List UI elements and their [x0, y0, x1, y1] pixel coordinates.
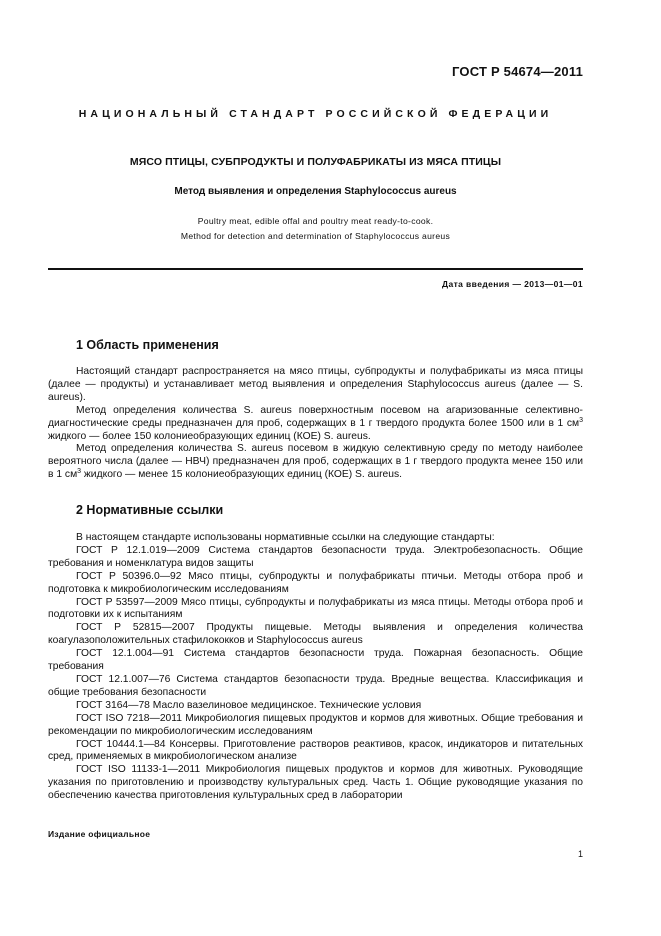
page-number: 1 [577, 849, 583, 859]
document-number: ГОСТ Р 54674—2011 [452, 64, 583, 79]
introduction-date: Дата введения — 2013—01—01 [442, 279, 583, 289]
english-title [48, 214, 583, 243]
national-standard-banner: НАЦИОНАЛЬНЫЙ СТАНДАРТ РОССИЙСКОЙ ФЕДЕРАЦИИ [78, 108, 553, 120]
normative-reference: ГОСТ 10444.1—84 Консервы. Приготовление растворов реактивов, красок, индикаторов и питательных сред, применяемых в микробиологическом анализе [48, 738, 583, 763]
section-1-heading: 1 Область применения [76, 338, 219, 352]
section-1-paragraph-3 [48, 443, 583, 482]
normative-reference: ГОСТ 3164—78 Масло вазелиновое медицинское. Технические условия [76, 699, 422, 711]
english-title-line-1: Poultry meat, edible offal and poultry meat ready-to-cook. [197, 216, 434, 226]
section-1-paragraph-2 [48, 405, 583, 444]
section-1-paragraph-2-tail: жидкого — более 150 колониеобразующих единиц (КОЕ) S. aureus. [48, 430, 371, 442]
section-1-paragraph-2-text: Метод определения количества S. aureus поверхностным посевом на агаризованные селективно-диагностические среды предназначен для проб, содержащих в 1 г твердого продукта более 1500 или в 1 см [48, 404, 583, 429]
english-title-line-2: Method for detection and determination of Staphylococcus aureus [180, 230, 451, 241]
section-1-body [48, 366, 583, 482]
document-title: МЯСО ПТИЦЫ, СУБПРОДУКТЫ И ПОЛУФАБРИКАТЫ ИЗ МЯСА ПТИЦЫ [129, 156, 502, 168]
section-1-paragraph-1: Настоящий стандарт распространяется на мясо птицы, субпродукты и полуфабрикаты из мяса птицы (далее — продукты) и устанавливает метод выявления и определения Staphylococcus aureus (далее — S. aureus). [48, 366, 583, 403]
normative-reference: ГОСТ ISO 11133-1—2011 Микробиология пищевых продуктов и кормов для животных. Руководящие указания по приготовлению и производству культуральных сред. Часть 1. Общие руководящие указания по обеспечению качества приготовления культуральных сред в лаборатории [48, 764, 583, 802]
section-2-body [48, 532, 583, 803]
normative-reference: ГОСТ 12.1.004—91 Система стандартов безопасности труда. Пожарная безопасность. Общие требования [48, 648, 583, 673]
section-1-paragraph-3-tail: жидкого — менее 15 колониеобразующих единиц (КОЕ) S. aureus. [81, 469, 402, 481]
title-divider [48, 268, 583, 270]
normative-reference: ГОСТ ISO 7218—2011 Микробиология пищевых продуктов и кормов для животных. Общие требования и рекомендации по микробиологическим исследованиям [48, 712, 583, 737]
normative-reference: ГОСТ Р 12.1.019—2009 Система стандартов безопасности труда. Электробезопасность. Общие требования и номенклатура видов защиты [48, 544, 583, 569]
section-1-paragraph-3-text: Метод определения количества S. aureus посевом в жидкую селективную среду по методу наиболее вероятного числа (далее — НВЧ) предназначен для проб, содержащих в 1 г твердого продукта менее 150 или в 1 см [48, 443, 583, 481]
normative-reference: ГОСТ Р 50396.0—92 Мясо птицы, субпродукты и полуфабрикаты птичьи. Методы отбора проб и подготовка к микробиологическим исследованиям [48, 570, 583, 595]
document-subtitle: Метод выявления и определения Staphylococcus aureus [174, 186, 457, 197]
superscript: 3 [579, 416, 583, 424]
normative-reference: ГОСТ Р 53597—2009 Мясо птицы, субпродукты и полуфабрикаты из мяса птицы. Методы отбора проб и подготовки их к испытаниям [48, 596, 583, 621]
superscript: 3 [77, 468, 82, 476]
normative-reference: ГОСТ 12.1.007—76 Система стандартов безопасности труда. Вредные вещества. Классификация и общие требования безопасности [48, 673, 583, 698]
official-edition-note: Издание официальное [48, 829, 151, 839]
normative-reference: ГОСТ Р 52815—2007 Продукты пищевые. Методы выявления и определения количества коагулазоположительных стафилококков и Staphylococcus aureus [48, 622, 583, 647]
section-2-intro: В настоящем стандарте использованы нормативные ссылки на следующие стандарты: [76, 532, 495, 543]
section-2-heading: 2 Нормативные ссылки [76, 503, 224, 517]
